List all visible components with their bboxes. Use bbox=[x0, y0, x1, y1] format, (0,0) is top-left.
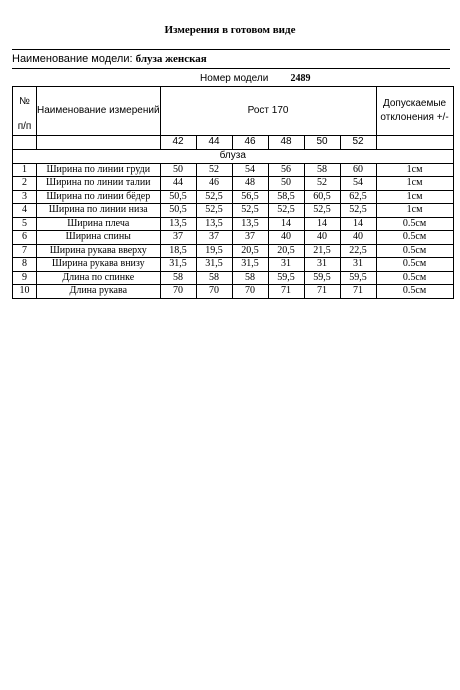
measure-value: 70 bbox=[232, 285, 268, 299]
measure-value: 21,5 bbox=[304, 244, 340, 258]
size-row-blank-3 bbox=[376, 135, 453, 149]
measure-name-header: Наименование измерений bbox=[37, 86, 161, 135]
tolerance-value: 1см bbox=[376, 190, 453, 204]
measure-value: 31,5 bbox=[232, 258, 268, 272]
size-cell: 50 bbox=[304, 135, 340, 149]
measure-value: 62,5 bbox=[340, 190, 376, 204]
measure-value: 37 bbox=[196, 231, 232, 245]
measure-value: 52,5 bbox=[196, 204, 232, 218]
measure-value: 60 bbox=[340, 163, 376, 177]
measure-value: 50 bbox=[268, 177, 304, 191]
measure-value: 40 bbox=[304, 231, 340, 245]
height-header: Рост 170 bbox=[160, 86, 376, 135]
measure-value: 71 bbox=[304, 285, 340, 299]
table-row bbox=[13, 177, 454, 191]
measure-value: 56 bbox=[268, 163, 304, 177]
model-name-line bbox=[12, 49, 450, 69]
size-cell: 42 bbox=[160, 135, 196, 149]
row-number: 10 bbox=[13, 285, 37, 299]
num-label: № bbox=[19, 95, 30, 107]
measure-name: Длина по спинке bbox=[37, 271, 161, 285]
measure-value: 13,5 bbox=[160, 217, 196, 231]
measure-value: 31 bbox=[268, 258, 304, 272]
row-number: 4 bbox=[13, 204, 37, 218]
measure-name: Ширина спины bbox=[37, 231, 161, 245]
measure-value: 44 bbox=[160, 177, 196, 191]
size-row-blank-2 bbox=[37, 135, 161, 149]
tolerance-value: 1см bbox=[376, 204, 453, 218]
measure-name: Ширина по линии низа bbox=[37, 204, 161, 218]
measure-value: 58 bbox=[304, 163, 340, 177]
measure-value: 20,5 bbox=[268, 244, 304, 258]
measure-value: 50,5 bbox=[160, 190, 196, 204]
row-number: 6 bbox=[13, 231, 37, 245]
measure-value: 59,5 bbox=[304, 271, 340, 285]
measure-value: 71 bbox=[340, 285, 376, 299]
tolerance-value: 1см bbox=[376, 177, 453, 191]
measure-value: 31 bbox=[340, 258, 376, 272]
measure-value: 52,5 bbox=[340, 204, 376, 218]
measure-value: 40 bbox=[340, 231, 376, 245]
measure-value: 52,5 bbox=[268, 204, 304, 218]
row-number: 7 bbox=[13, 244, 37, 258]
measure-value: 22,5 bbox=[340, 244, 376, 258]
measure-value: 19,5 bbox=[196, 244, 232, 258]
measure-name: Ширина по линии талии bbox=[37, 177, 161, 191]
row-number: 1 bbox=[13, 163, 37, 177]
row-number: 3 bbox=[13, 190, 37, 204]
measure-value: 54 bbox=[232, 163, 268, 177]
measure-value: 52 bbox=[304, 177, 340, 191]
measure-value: 20,5 bbox=[232, 244, 268, 258]
size-cell: 48 bbox=[268, 135, 304, 149]
measure-value: 46 bbox=[196, 177, 232, 191]
model-number-label: Номер модели bbox=[200, 72, 269, 84]
measure-value: 58,5 bbox=[268, 190, 304, 204]
size-cell: 52 bbox=[340, 135, 376, 149]
measure-value: 70 bbox=[160, 285, 196, 299]
tolerance-value: 0.5см bbox=[376, 271, 453, 285]
measure-value: 54 bbox=[340, 177, 376, 191]
table-row bbox=[13, 271, 454, 285]
tolerance-value: 0.5см bbox=[376, 258, 453, 272]
measure-value: 59,5 bbox=[268, 271, 304, 285]
measure-value: 60,5 bbox=[304, 190, 340, 204]
tolerance-value: 0.5см bbox=[376, 231, 453, 245]
measure-value: 13,5 bbox=[196, 217, 232, 231]
tolerance-value: 0.5см bbox=[376, 285, 453, 299]
measure-value: 52,5 bbox=[196, 190, 232, 204]
measure-value: 50 bbox=[160, 163, 196, 177]
row-number: 9 bbox=[13, 271, 37, 285]
measure-value: 59,5 bbox=[340, 271, 376, 285]
size-row-blank-1 bbox=[13, 135, 37, 149]
measure-value: 37 bbox=[232, 231, 268, 245]
row-number: 5 bbox=[13, 217, 37, 231]
measure-value: 70 bbox=[196, 285, 232, 299]
measure-value: 14 bbox=[268, 217, 304, 231]
measure-name: Ширина по линии бёдер bbox=[37, 190, 161, 204]
measure-value: 58 bbox=[196, 271, 232, 285]
measure-value: 52,5 bbox=[304, 204, 340, 218]
page-title: Измерения в готовом виде bbox=[164, 24, 296, 36]
table-row bbox=[13, 163, 454, 177]
measure-value: 13,5 bbox=[232, 217, 268, 231]
tolerance-value: 0.5см bbox=[376, 244, 453, 258]
table-row bbox=[13, 190, 454, 204]
measure-name: Длина рукава bbox=[37, 285, 161, 299]
measure-value: 37 bbox=[160, 231, 196, 245]
section-label: блуза bbox=[13, 149, 454, 163]
tolerance-header: Допускаемые отклонения +/- bbox=[376, 86, 453, 135]
tolerance-value: 1см bbox=[376, 163, 453, 177]
measure-value: 48 bbox=[232, 177, 268, 191]
measurements-table bbox=[12, 72, 454, 299]
row-number: 2 bbox=[13, 177, 37, 191]
measure-name: Ширина плеча bbox=[37, 217, 161, 231]
model-name-label: Наименование модели: bbox=[12, 53, 133, 65]
measure-name: Ширина по линии груди bbox=[37, 163, 161, 177]
measure-value: 71 bbox=[268, 285, 304, 299]
row-number: 8 bbox=[13, 258, 37, 272]
measure-value: 18,5 bbox=[160, 244, 196, 258]
measure-value: 31,5 bbox=[160, 258, 196, 272]
measure-value: 31,5 bbox=[196, 258, 232, 272]
measure-name: Ширина рукава вверху bbox=[37, 244, 161, 258]
measure-value: 56,5 bbox=[232, 190, 268, 204]
measure-value: 58 bbox=[160, 271, 196, 285]
table-row bbox=[13, 285, 454, 299]
table-row bbox=[13, 217, 454, 231]
size-cell: 46 bbox=[232, 135, 268, 149]
measure-name: Ширина рукава внизу bbox=[37, 258, 161, 272]
header-num-cell bbox=[13, 86, 37, 135]
measure-value: 52,5 bbox=[232, 204, 268, 218]
table-row bbox=[13, 258, 454, 272]
measure-value: 52 bbox=[196, 163, 232, 177]
model-name-value: блуза женская bbox=[135, 53, 207, 65]
table-row bbox=[13, 231, 454, 245]
measure-value: 14 bbox=[340, 217, 376, 231]
model-number-value: 2489 bbox=[290, 72, 311, 84]
model-number-line bbox=[160, 72, 453, 86]
measure-value: 40 bbox=[268, 231, 304, 245]
measure-value: 50,5 bbox=[160, 204, 196, 218]
table-row bbox=[13, 204, 454, 218]
table-row bbox=[13, 244, 454, 258]
pp-label: п/п bbox=[17, 120, 32, 132]
measure-value: 31 bbox=[304, 258, 340, 272]
tolerance-value: 0.5см bbox=[376, 217, 453, 231]
size-cell: 44 bbox=[196, 135, 232, 149]
measure-value: 58 bbox=[232, 271, 268, 285]
measure-value: 14 bbox=[304, 217, 340, 231]
